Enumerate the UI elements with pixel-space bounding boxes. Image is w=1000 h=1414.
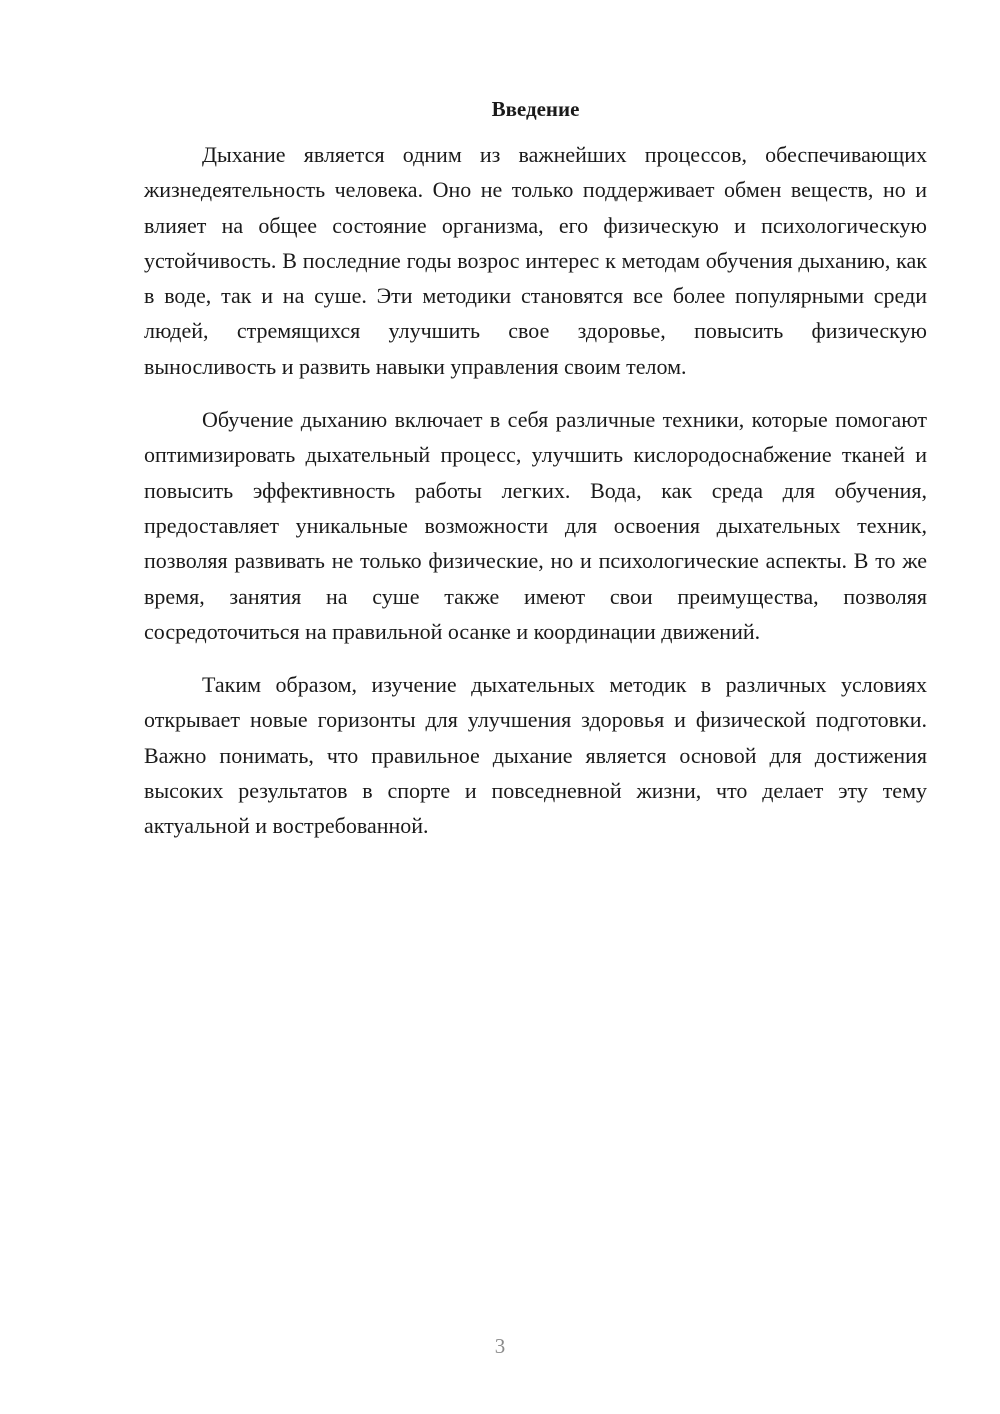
paragraph-2: Обучение дыханию включает в себя различные техники, которые помогают оптимизировать дыхательный процесс, улучшить кислородоснабжение тканей и повысить эффективность работы легких. Вода, как среда для обучения, предоставляет уникальные возможности для освоения дыхательных техник, позволяя развивать не только физические, но и психологические аспекты. В то же время, занятия на суше также имеют свои преимущества, позволяя сосредоточиться на правильной осанке и координации движений.: [144, 407, 927, 644]
page-number: 3: [494, 1334, 506, 1358]
page-content: [144, 92, 927, 862]
section-heading: Введение: [491, 97, 580, 121]
paragraph-1: Дыхание является одним из важнейших процессов, обеспечивающих жизнедеятельность человека. Оно не только поддерживает обмен веществ, но и влияет на общее состояние организма, его физическую и психологическую устойчивость. В последние годы возрос интерес к методам обучения дыханию, как в воде, так и на суше. Эти методики становятся все более популярными среди людей, стремящихся улучшить свое здоровье, повысить физическую выносливость и развить навыки управления своим телом.: [144, 142, 927, 379]
paragraph-3: Таким образом, изучение дыхательных методик в различных условиях открывает новые горизонты для улучшения здоровья и физической подготовки. Важно понимать, что правильное дыхание является основой для достижения высоких результатов в спорте и повседневной жизни, что делает эту тему актуальной и востребованной.: [144, 672, 927, 839]
